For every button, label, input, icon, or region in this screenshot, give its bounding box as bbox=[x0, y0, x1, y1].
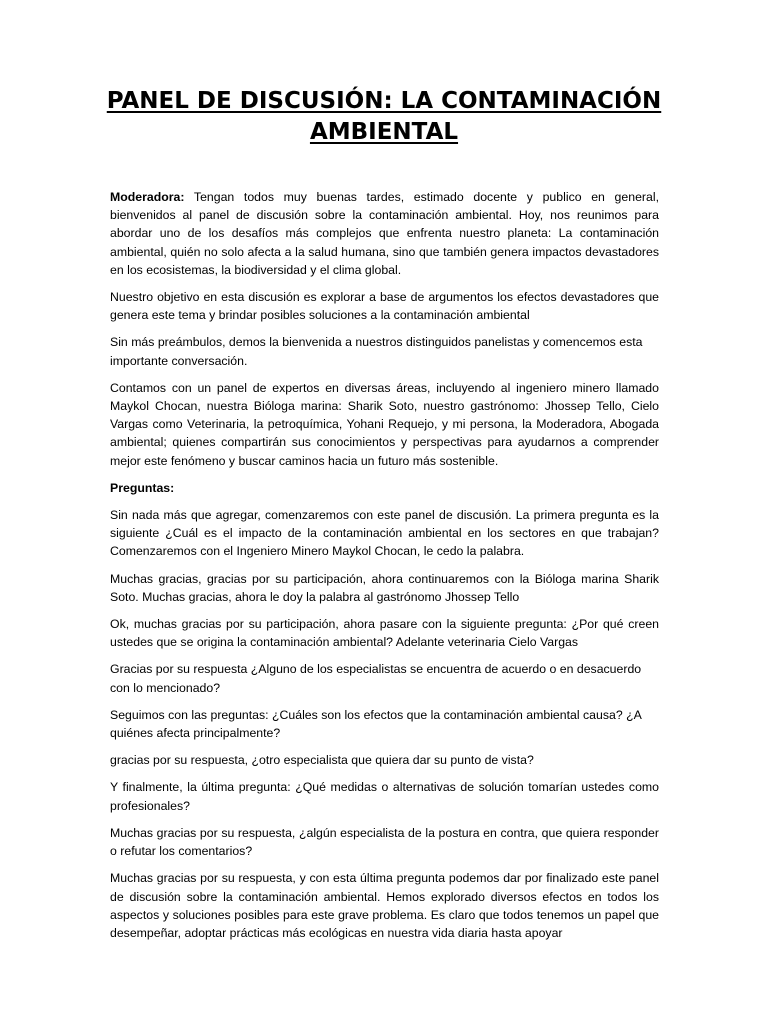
questions-heading bbox=[110, 479, 659, 497]
paragraph-panelists: Contamos con un panel de expertos en diversas áreas, incluyendo al ingeniero minero llamado Maykol Chocan, nuestra Bióloga marina: Sharik Soto, nuestro gastrónomo: Jhossep Tello, Cielo Vargas como Veterinaria, la petroquímica, Yohani Requejo, y mi persona, la Moderadora, Abogada ambiental; quienes compartirán sus conocimientos y perspectivas para ayudarnos a comprender mejor este fenómeno y buscar caminos hacia un futuro más sostenible. bbox=[110, 380, 659, 468]
paragraph-effects-question: Seguimos con las preguntas: ¿Cuáles son los efectos que la contaminación ambiental causa? ¿A quiénes afecta principalmente? bbox=[110, 707, 642, 741]
paragraph-other-specialist: gracias por su respuesta, ¿otro especialista que quiera dar su punto de vista? bbox=[110, 753, 534, 768]
paragraph-agreement: Gracias por su respuesta ¿Alguno de los especialistas se encuentra de acuerdo o en desacuerdo con lo mencionado? bbox=[110, 662, 642, 695]
paragraph-second-question: Ok, muchas gracias por su participación, ahora pasare con la siguiente pregunta: ¿Por qué creen ustedes que se origina la contaminación ambiental? Adelante veterinaria Cielo Vargas bbox=[110, 617, 659, 650]
paragraph-final-question: Y finalmente, la última pregunta: ¿Qué medidas o alternativas de solución tomarían ustedes como profesionales? bbox=[110, 780, 659, 813]
moderator-intro-paragraph bbox=[110, 188, 659, 279]
paragraph-thanks-biologist: Muchas gracias, gracias por su participación, ahora continuaremos con la Bióloga marina Sharik Soto. Muchas gracias, ahora le doy la palabra al gastrónomo Jhossep Tello bbox=[110, 571, 659, 604]
paragraph-objective: Nuestro objetivo en esta discusión es explorar a base de argumentos los efectos devastadores que genera este tema y brindar posibles soluciones a la contaminación ambiental bbox=[110, 290, 659, 323]
paragraph-refute: Muchas gracias por su respuesta, ¿algún especialista de la postura en contra, que quiera responder o refutar los comentarios? bbox=[110, 825, 659, 859]
paragraph-closing: Muchas gracias por su respuesta, y con esta última pregunta podemos dar por finalizado este panel de discusión sobre la contaminación ambiental. Hemos explorado diversos efectos en todos los aspectos y soluciones posibles para este grave problema. Es claro que todos tenemos un papel que desempeñar, adoptar prácticas más ecológicas en nuestra vida diaria hasta apoyar bbox=[110, 871, 659, 940]
document-body bbox=[110, 188, 659, 951]
paragraph-welcome: Sin más preámbulos, demos la bienvenida a nuestros distinguidos panelistas y comencemos esta importante conversación. bbox=[110, 335, 643, 368]
questions-heading-label: Preguntas: bbox=[110, 480, 175, 495]
moderator-intro-text: Tengan todos muy buenas tardes, estimado docente y publico en general, bienvenidos al panel de discusión sobre la contaminación ambiental. Hoy, nos reunimos para abordar uno de los desafíos más complejos que enfrenta nuestro planeta: La contaminación ambiental, quién no solo afecta a la salud humana, sino que también genera impactos devastadores en los ecosistemas, la biodiversidad y el clima global. bbox=[110, 190, 659, 277]
document-title: PANEL DE DISCUSIÓN: LA CONTAMINACIÓN AMBIENTAL bbox=[106, 88, 662, 145]
moderator-label: Moderadora: bbox=[110, 190, 185, 204]
paragraph-first-question: Sin nada más que agregar, comenzaremos con este panel de discusión. La primera pregunta es la siguiente ¿Cuál es el impacto de la contaminación ambiental en los sectores en que trabajan? Comenzaremos con el Ingeniero Minero Maykol Chocan, le cedo la palabra. bbox=[110, 508, 659, 559]
